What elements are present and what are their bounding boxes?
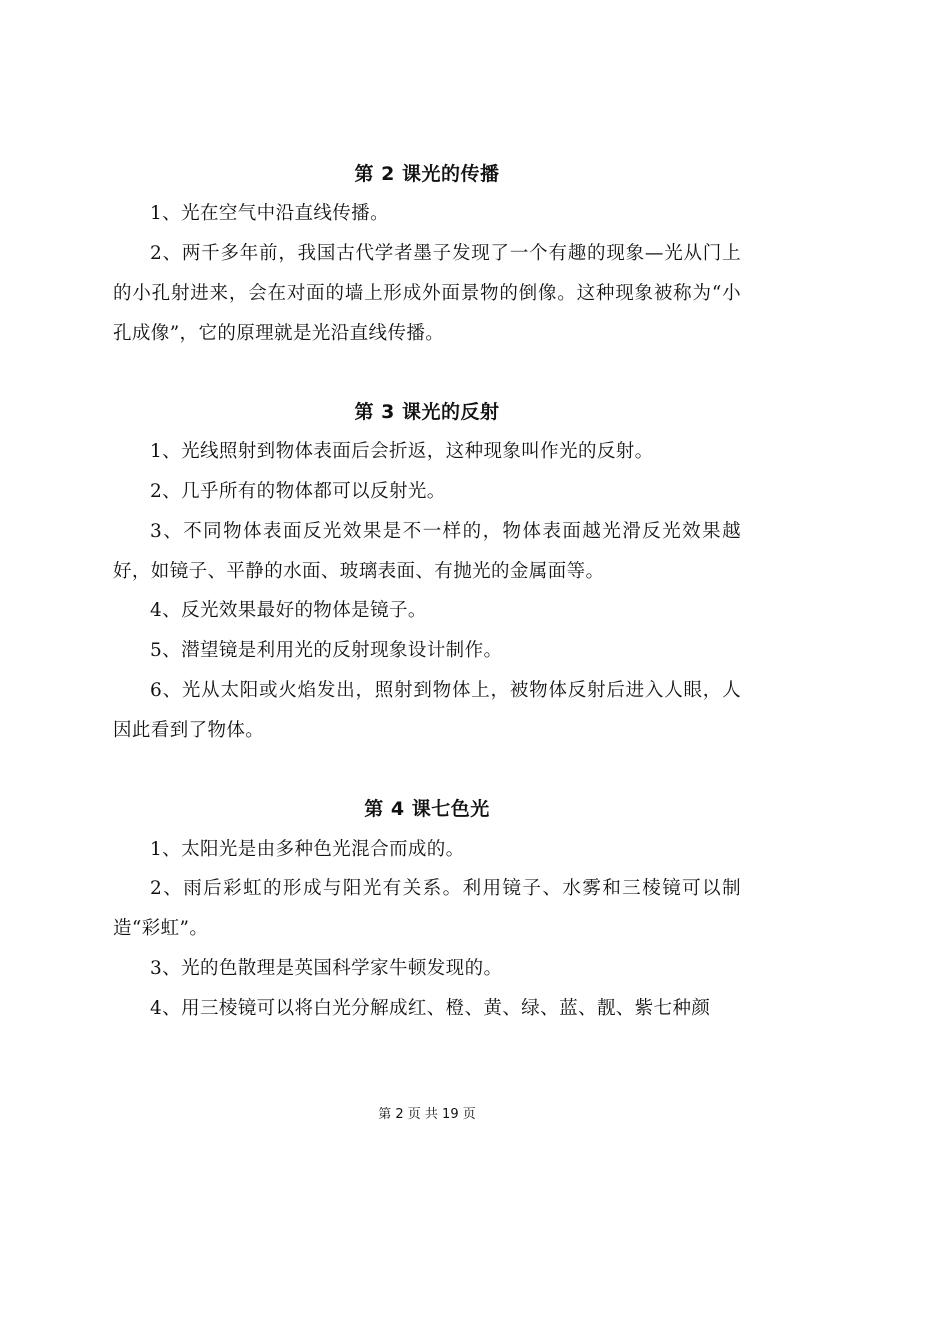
page-number-footer: 第 2 页 共 19 页 bbox=[378, 1107, 476, 1122]
paragraph: 4、用三棱镜可以将白光分解成红、橙、黄、绿、蓝、靓、紫七种颜 bbox=[150, 998, 711, 1019]
paragraph: 2、几乎所有的物体都可以反射光。 bbox=[150, 481, 446, 502]
paragraph: 5、潜望镜是利用光的反射现象设计制作。 bbox=[150, 640, 503, 661]
paragraph: 1、太阳光是由多种色光混合而成的。 bbox=[150, 839, 465, 860]
paragraph: 4、反光效果最好的物体是镜子。 bbox=[150, 600, 427, 621]
paragraph: 2、雨后彩虹的形成与阳光有关系。利用镜子、水雾和三棱镜可以制造“彩虹”。 bbox=[113, 878, 741, 939]
paragraph: 1、光在空气中沿直线传播。 bbox=[150, 203, 389, 224]
paragraph: 6、光从太阳或火焰发出，照射到物体上，被物体反射后进入人眼，人因此看到了物体。 bbox=[113, 680, 741, 741]
paragraph: 3、不同物体表面反光效果是不一样的，物体表面越光滑反光效果越好，如镜子、平静的水面、玻璃表面、有抛光的金属面等。 bbox=[113, 521, 741, 582]
paragraph: 3、光的色散理是英国科学家牛顿发现的。 bbox=[150, 958, 503, 979]
section-title-lesson-3: 第 3 课光的反射 bbox=[354, 401, 500, 423]
paragraph: 1、光线照射到物体表面后会折返，这种现象叫作光的反射。 bbox=[150, 441, 654, 462]
section-title-lesson-4: 第 4 课七色光 bbox=[364, 798, 490, 820]
section-title-lesson-2: 第 2 课光的传播 bbox=[354, 163, 500, 185]
paragraph: 2、两千多年前，我国古代学者墨子发现了一个有趣的现象—光从门上的小孔射进来，会在对面的墙上形成外面景物的倒像。这种现象被称为“小孔成像”，它的原理就是光沿直线传播。 bbox=[113, 243, 741, 344]
